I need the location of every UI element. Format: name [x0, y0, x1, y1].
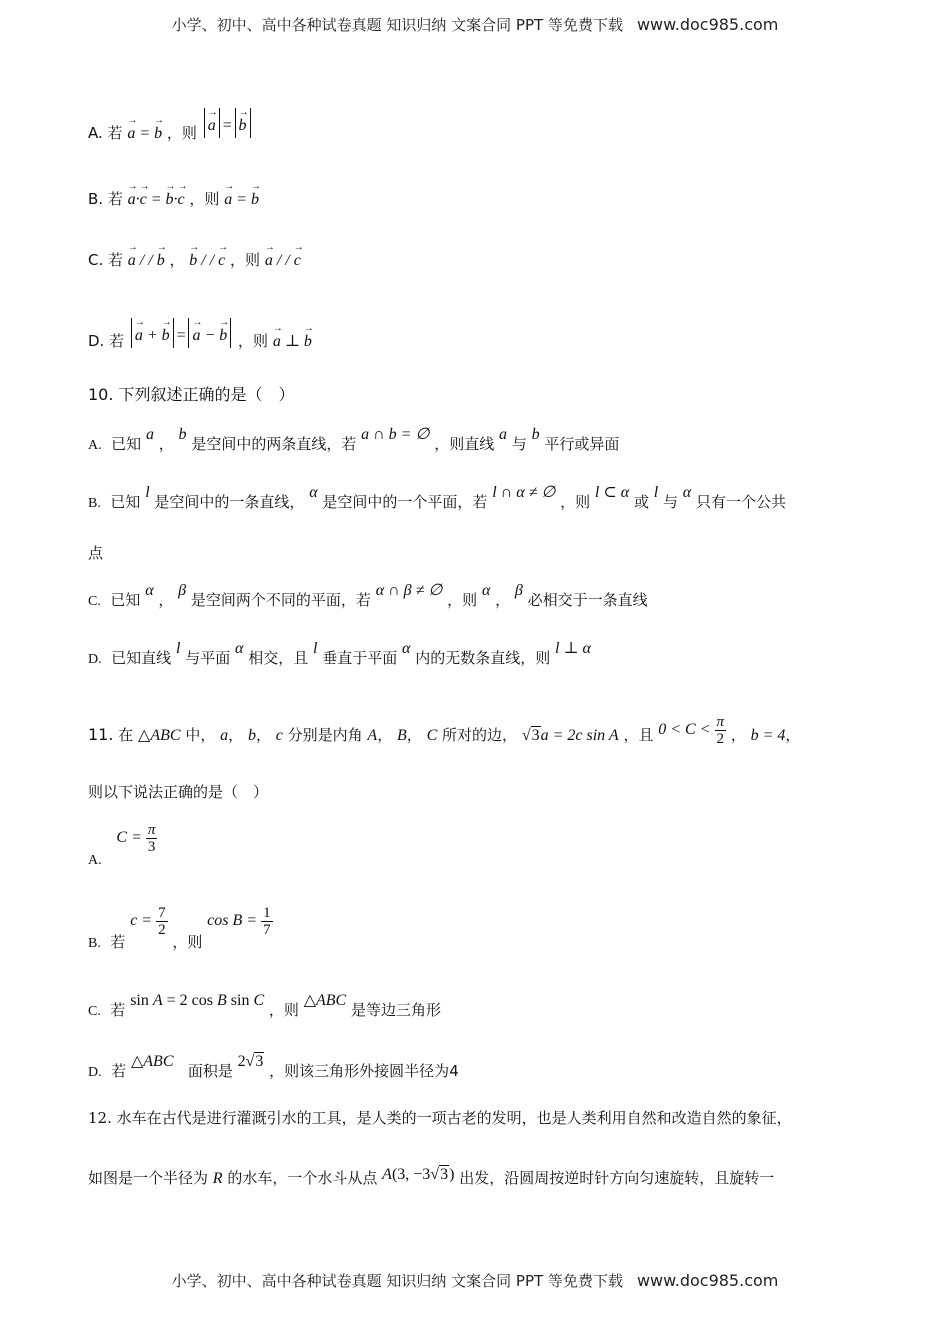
- header-site-link[interactable]: www.doc985.com: [636, 15, 779, 34]
- math: → a ⊥ → b: [273, 332, 312, 352]
- q9-option-d: D. 若 → a + → b =→ a − → b ，则 → a ⊥ → b: [88, 324, 312, 354]
- q9-option-b: B. 若 → a·→ c = → b·→ c ，则 → a = → b: [88, 189, 259, 210]
- q10-option-c: C. 已知 α ， β 是空间两个不同的平面，若 α ∩ β ≠ ∅ ，则 α ， β 必相交于一条直线: [88, 582, 648, 609]
- page-header: [0, 14, 950, 35]
- page-footer: [0, 1270, 950, 1291]
- math: → a / / → b: [128, 251, 165, 271]
- math: → b / / → c: [189, 251, 225, 271]
- math: → a =→ b: [202, 108, 253, 138]
- q10-option-b-cont: 点: [88, 544, 104, 562]
- q10-option-d: D. 已知直线 l 与平面 α 相交，且 l 垂直于平面 α 内的无数条直线，则 l ⊥ α: [88, 640, 591, 667]
- q10-stem: 10. 下列叙述正确的是（ ）: [88, 385, 295, 404]
- q9-option-a: A. 若 → a = → b ，则 → a =→ b: [88, 116, 253, 146]
- math: → a + → b =→ a − → b: [129, 318, 233, 348]
- q12-line-2: 如图是一个半径为 R 的水车，一个水斗从点 A(3, −3√3) 出发，沿圆周按逆时针方向匀速旋转，且旋转一: [88, 1166, 775, 1187]
- footer-site-link[interactable]: www.doc985.com: [636, 1271, 779, 1290]
- footer-text: 小学、初中、高中各种试卷真题 知识归纳 文案合同 PPT 等免费下载: [171, 1272, 623, 1290]
- q11-option-a: A. C = $\frac{\pi}{3}$: [88, 822, 156, 869]
- math: → a / / → c: [265, 251, 301, 271]
- math: → a = → b: [224, 190, 259, 210]
- q11-stem: 11. 在 △ABC 中， a， b， c 分别是内角 A， B， C 所对的边， √3a = 2c sin A ，且 0 < C < $\frac{\pi}{2}$ ， b = 4，: [88, 714, 801, 747]
- q12-line-1: 12. 水车在古代是进行灌溉引水的工具，是人类的一项古老的发明，也是人类利用自然和改造自然的象征，: [88, 1109, 792, 1127]
- q9-option-c: C. 若 → a / / → b ， → b / / → c ，则 → a / / → c: [88, 250, 301, 271]
- q10-option-a: A. 已知 a ， b 是空间中的两条直线，若 a ∩ b = ∅ ，则直线 a 与 b 平行或异面: [88, 426, 620, 453]
- q11-option-d: D. 若 △ABC 面积是 2√3 ，则该三角形外接圆半径为4: [88, 1053, 459, 1080]
- q11-option-c: C. 若 sin A = 2 cos B sin C ，则 △ABC 是等边三角形: [88, 992, 442, 1019]
- math: → a·→ c = → b·→ c: [128, 190, 185, 210]
- math: → a = → b: [127, 124, 162, 144]
- q11-option-b: B. 若 c = $\frac{7}{2}$ ，则 cos B = $\frac{1}{7}$: [88, 905, 271, 952]
- q11-stem-cont: 则以下说法正确的是（ ）: [88, 783, 269, 801]
- q10-option-b: B. 已知 l 是空间中的一条直线， α 是空间中的一个平面，若 l ∩ α ≠ ∅ ，则 l ⊂ α 或 l 与 α 只有一个公共: [88, 484, 786, 511]
- header-text: 小学、初中、高中各种试卷真题 知识归纳 文案合同 PPT 等免费下载: [171, 16, 623, 34]
